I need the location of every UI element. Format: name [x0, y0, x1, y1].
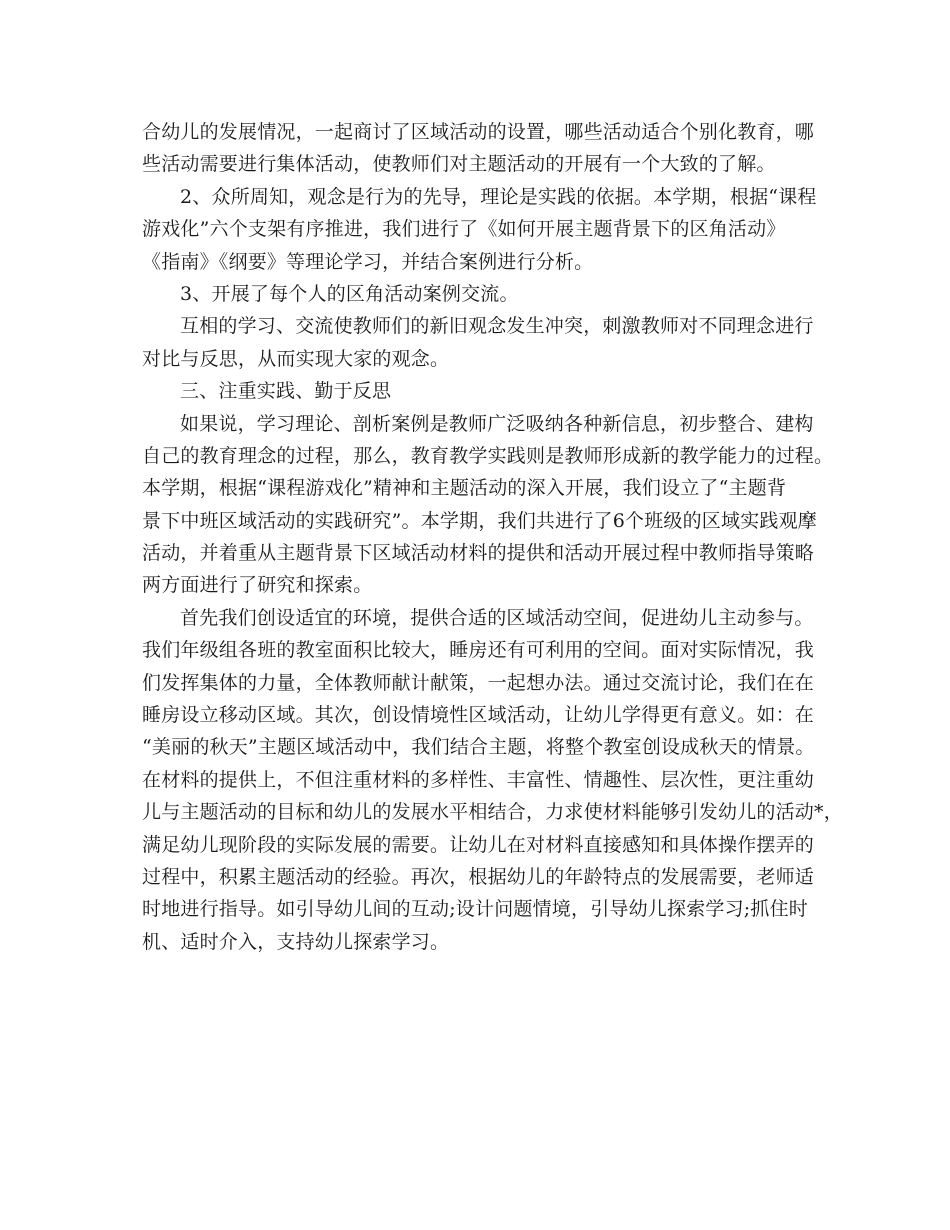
text-line: 对比与反思，从而实现大家的观念。	[142, 347, 450, 370]
text-line: 自己的教育理念的过程，那么，教育教学实践则是教师形成新的教学能力的过程。	[142, 444, 834, 467]
text-line: 《指南》《纲要》等理论学习，并结合案例进行分析。	[142, 250, 594, 273]
text-line: 活动，并着重从主题背景下区域活动材料的提供和活动开展过程中教师指导策略	[142, 542, 815, 565]
text-line: 合幼儿的发展情况，一起商讨了区域活动的设置，哪些活动适合个别化教育，哪	[142, 121, 815, 143]
text-line: 时地进行指导。如引导幼儿间的互动;设计问题情境，引导幼儿探索学习;抓住时	[142, 898, 809, 921]
text-line: 在材料的提供上，不但注重材料的多样性、丰富性、情趣性、层次性，更注重幼	[142, 768, 815, 791]
text-line: 机、适时介入，支持幼儿探索学习。	[142, 930, 450, 953]
text-line: 互相的学习、交流使教师们的新旧观念发生冲突，刺激教师对不同理念进行	[180, 315, 814, 338]
text-line: 景下中班区域活动的实践研究”。本学期，我们共进行了6个班级的区域实践观摩	[142, 509, 818, 532]
text-line: 2、众所周知，观念是行为的先导，理论是实践的依据。本学期，根据“课程	[180, 185, 817, 208]
text-line: 我们年级组各班的教室面积比较大，睡房还有可利用的空间。面对实际情况，我	[142, 639, 815, 662]
text-line: 们发挥集体的力量，全体教师献计献策，一起想办法。通过交流讨论，我们在在	[142, 671, 815, 694]
text-line: 满足幼儿现阶段的实际发展的需要。让幼儿在对材料直接感知和具体操作摆弄的	[142, 833, 815, 856]
text-line: 首先我们创设适宜的环境，提供合适的区域活动空间，促进幼儿主动参与。	[180, 606, 814, 629]
text-line: 如果说，学习理论、剖析案例是教师广泛吸纳各种新信息，初步整合、建构	[180, 412, 814, 435]
text-line: 三、注重实践、勤于反思	[180, 380, 392, 403]
text-line: 两方面进行了研究和探索。	[142, 574, 373, 597]
text-line: 些活动需要进行集体活动，使教师们对主题活动的开展有一个大致的了解。	[142, 153, 776, 176]
text-line: 本学期，根据“课程游戏化”精神和主题活动的深入开展，我们设立了“主题背	[142, 477, 787, 500]
text-line: 睡房设立移动区域。其次，创设情境性区域活动，让幼儿学得更有意义。如：在	[142, 704, 815, 727]
text-line: “美丽的秋天”主题区域活动中，我们结合主题，将整个教室创设成秋天的情景。	[142, 736, 815, 759]
text-line: 儿与主题活动的目标和幼儿的发展水平相结合，力求使材料能够引发幼儿的活动*，	[142, 801, 843, 824]
document-body	[142, 116, 843, 958]
text-line: 3、开展了每个人的区角活动案例交流。	[180, 282, 519, 305]
text-line: 过程中，积累主题活动的经验。再次，根据幼儿的年龄特点的发展需要，老师适	[142, 865, 815, 888]
text-line: 游戏化”六个支架有序推进，我们进行了《如何开展主题背景下的区角活动》	[142, 218, 786, 241]
